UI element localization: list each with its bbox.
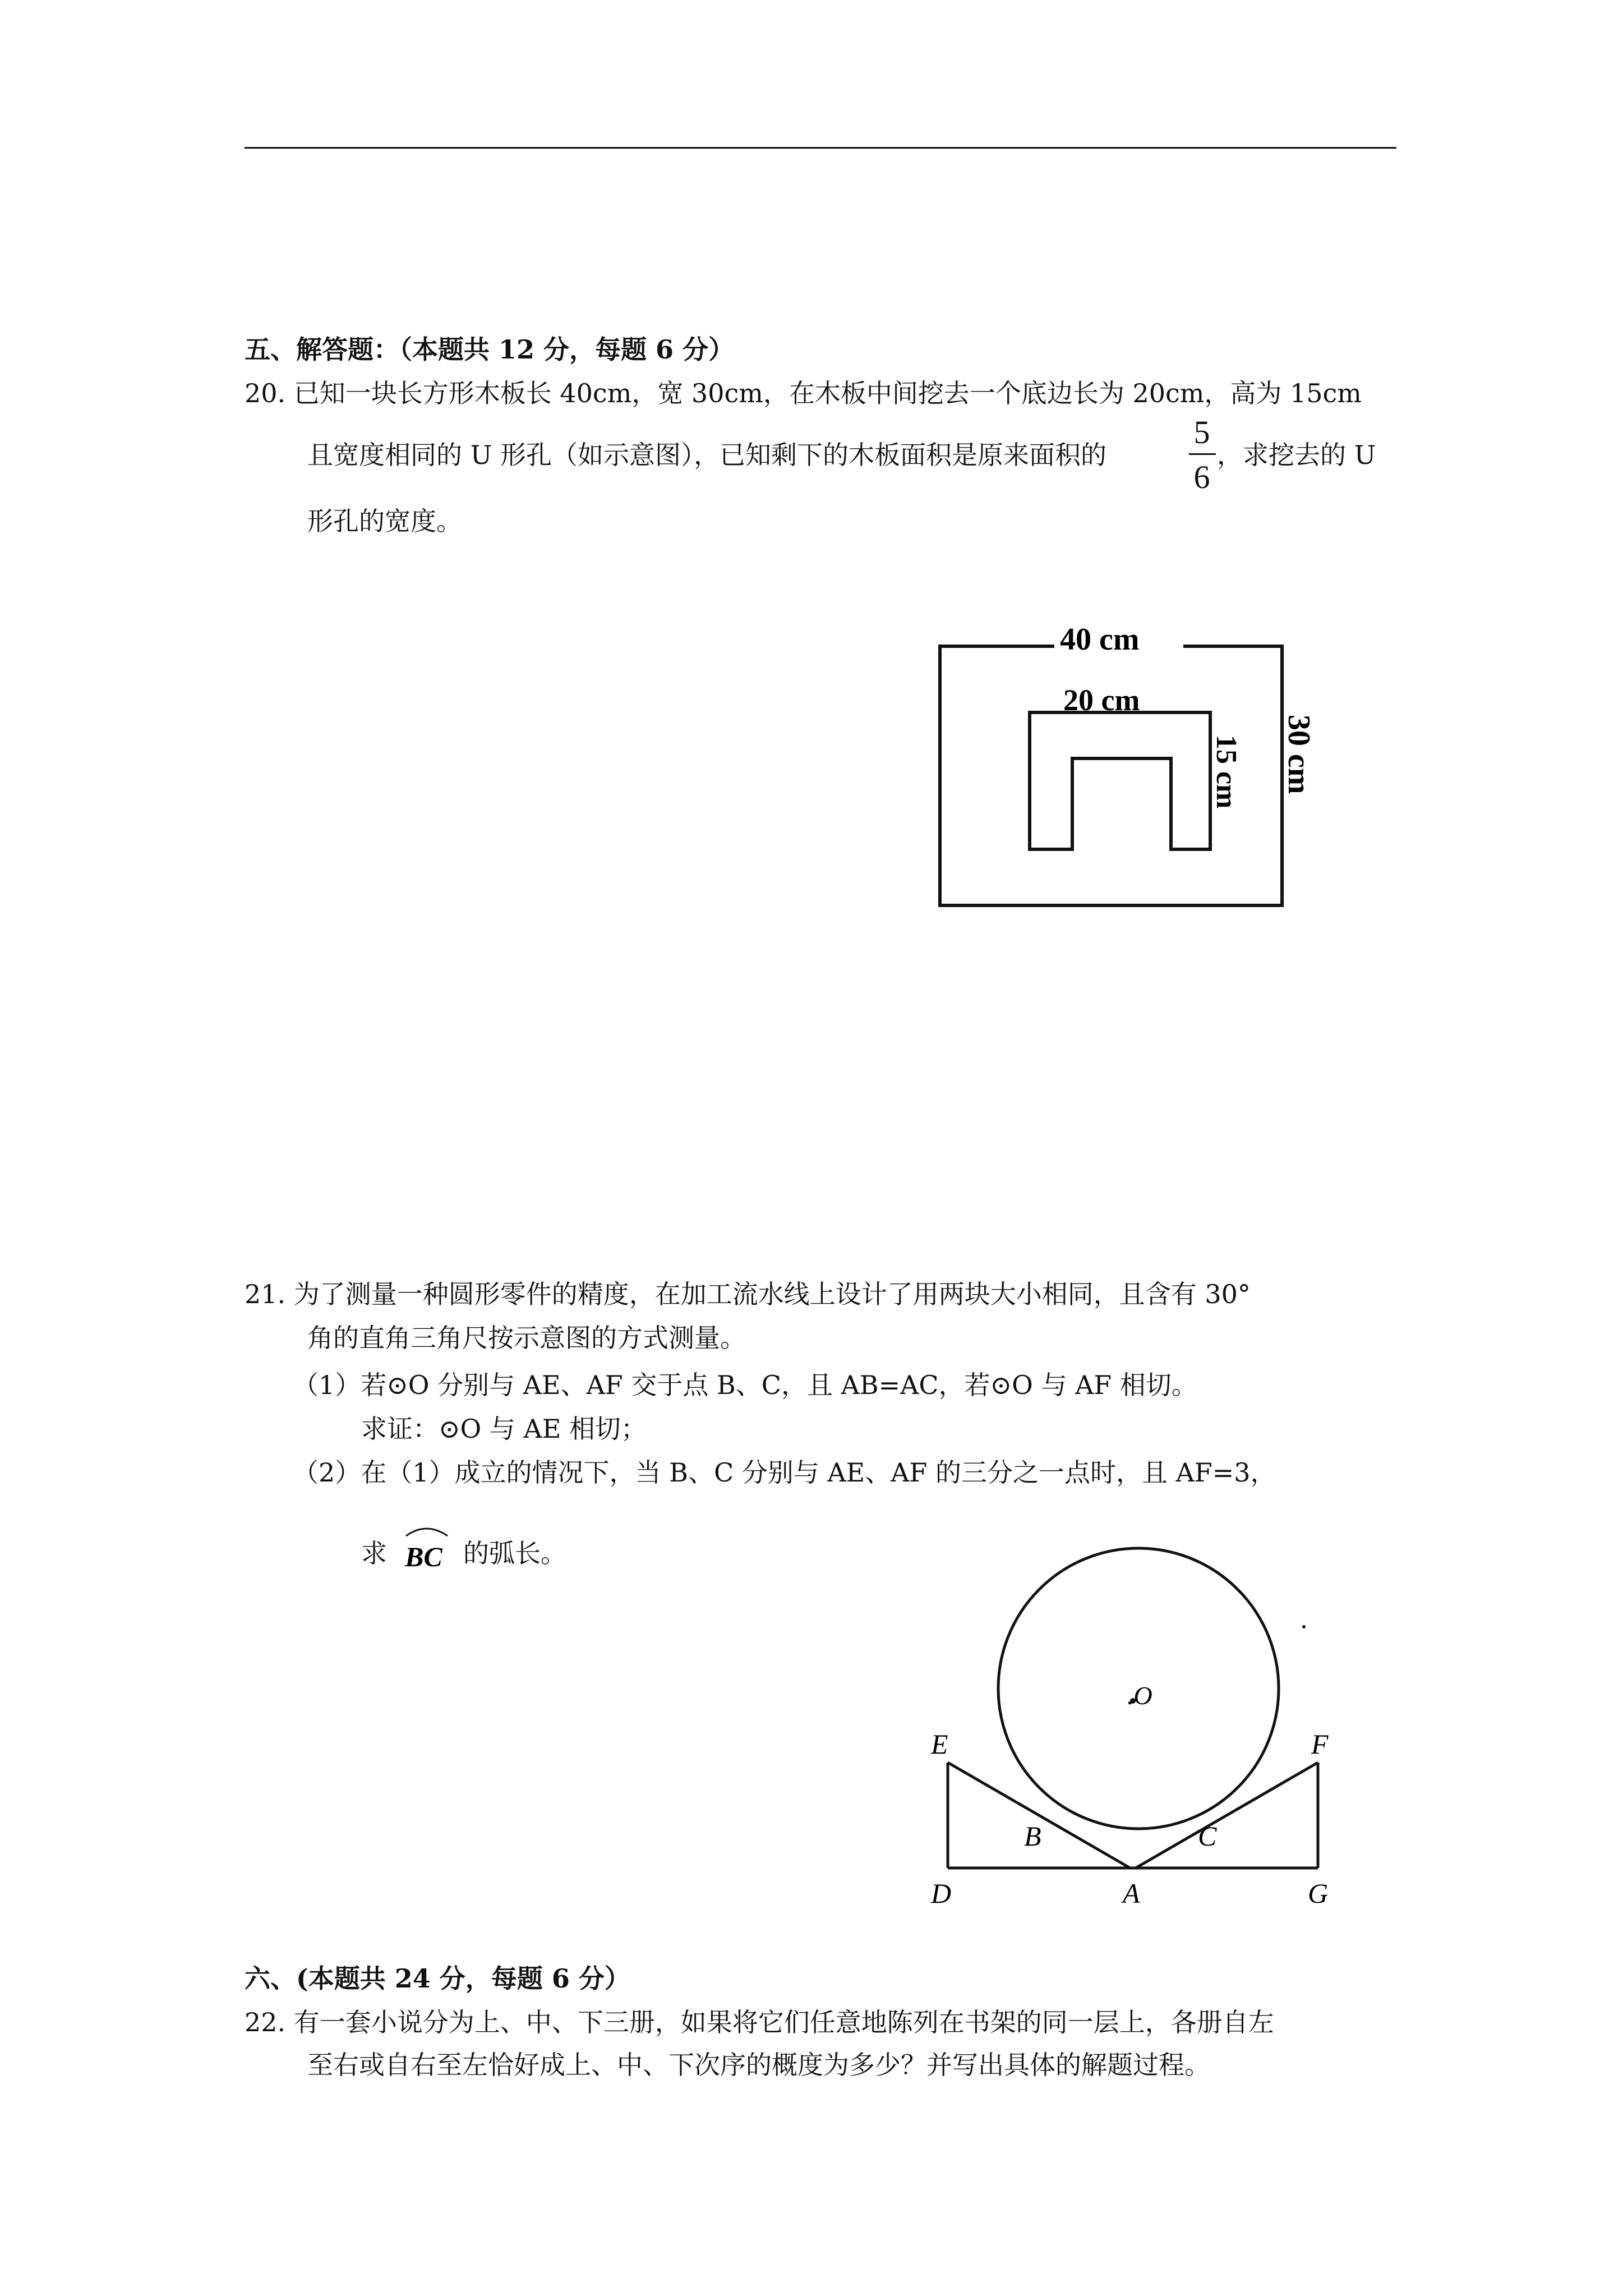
q22-line-1: 22. 有一套小说分为上、中、下三册，如果将它们任意地陈列在书架的同一层上，各册自左	[245, 2007, 1274, 2037]
q20-fraction-numerator: 5	[1193, 414, 1210, 450]
label-40cm: 40 cm	[1060, 622, 1140, 657]
u-hole	[1030, 712, 1210, 849]
q21-part2-line: （2）在（1）成立的情况下，当 B、C 分别与 AE、AF 的三分之一点时，且 AF=3，	[293, 1457, 1276, 1488]
label-o: .O	[1127, 1681, 1152, 1710]
q21-prove-line: 求证：⊙O 与 AE 相切；	[361, 1414, 647, 1444]
u-shape-board-figure	[925, 600, 1318, 926]
label-20cm: 20 cm	[1063, 683, 1140, 717]
q21-line-1: 21. 为了测量一种圆形零件的精度，在加工流水线上设计了用两块大小相同，且含有 30°	[245, 1279, 1251, 1309]
label-c: C	[1198, 1820, 1217, 1852]
q21-line-2: 角的直角三角尺按示意图的方式测量。	[307, 1323, 746, 1353]
q21-part1-line: （1）若⊙O 分别与 AE、AF 交于点 B、C，且 AB=AC，若⊙O 与 AF 相切。	[293, 1370, 1197, 1400]
section-5-heading: 五、解答题：（本题共 12 分，每题 6 分）	[245, 334, 735, 365]
q20-fraction-denominator: 6	[1193, 459, 1210, 495]
label-15cm: 15 cm	[1210, 735, 1242, 809]
q21-line-6b: 的弧长。	[463, 1538, 566, 1568]
label-f: F	[1311, 1728, 1329, 1760]
label-a: A	[1123, 1878, 1140, 1909]
arc-bc-label: BC	[405, 1541, 442, 1572]
q20-line-3: 形孔的宽度。	[307, 506, 462, 536]
label-g: G	[1308, 1878, 1329, 1909]
q21-line-6a: 求	[361, 1538, 387, 1568]
label-d: D	[931, 1878, 952, 1909]
q20-fraction-bar	[1189, 453, 1216, 455]
q20-line-2a: 且宽度相同的 U 形孔（如示意图），已知剩下的木板面积是原来面积的	[307, 440, 1107, 470]
label-b: B	[1024, 1820, 1041, 1852]
circle-triangle-figure	[914, 1582, 1329, 1918]
q20-line-2b: ，求挖去的 U	[1217, 440, 1376, 470]
section-6-heading: 六、(本题共 24 分，每题 6 分）	[245, 1963, 630, 1994]
q20-line-1: 20. 已知一块长方形木板长 40cm，宽 30cm，在木板中间挖去一个底边长为 20cm，高为 15cm	[245, 378, 1362, 408]
arc-bc-symbol	[402, 1524, 452, 1572]
label-30cm: 30 cm	[1281, 715, 1316, 794]
label-e: E	[931, 1728, 948, 1760]
header-rule	[245, 147, 1396, 149]
q22-line-2: 至右或自右至左恰好成上、中、下次序的概度为多少？并写出具体的解题过程。	[307, 2050, 1210, 2080]
